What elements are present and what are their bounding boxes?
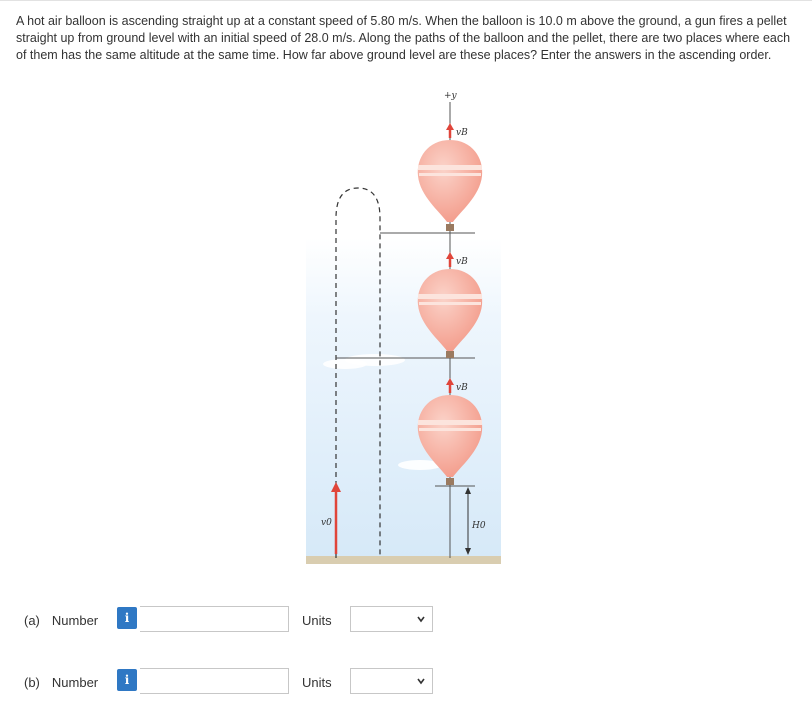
pellet-velocity-label: v0 bbox=[321, 518, 332, 528]
part-label bbox=[24, 613, 98, 628]
units-select-a[interactable] bbox=[350, 606, 433, 632]
balloon-icon bbox=[418, 140, 482, 231]
number-label: Number bbox=[51, 675, 99, 690]
info-icon[interactable]: i bbox=[117, 669, 137, 691]
height-label: H0 bbox=[472, 521, 486, 531]
balloon-velocity-label: vB bbox=[456, 257, 468, 267]
chevron-down-icon bbox=[416, 613, 426, 625]
part-index: (a) bbox=[24, 613, 40, 628]
balloon-velocity-label: vB bbox=[456, 383, 468, 393]
units-select-b[interactable] bbox=[350, 668, 433, 694]
balloon-velocity-label: vB bbox=[456, 128, 468, 138]
answer-row-b bbox=[0, 665, 812, 705]
cloud bbox=[345, 354, 405, 366]
top-border bbox=[0, 0, 812, 1]
question-text: A hot air balloon is ascending straight up at a constant speed of 5.80 m/s. When the balloon is 10.0 m above the ground, a gun fires a pellet straight up from ground level with an initial speed of 28.0 m/s. Along the paths of the balloon and the pellet, there are two places where each of them has the same altitude at the same time. How far above ground level are these places? Enter the answers in the ascending order. bbox=[16, 14, 791, 62]
part-label bbox=[24, 675, 98, 690]
arrow-up-icon bbox=[446, 123, 454, 130]
chevron-down-icon bbox=[416, 675, 426, 687]
number-input-b[interactable] bbox=[140, 668, 289, 694]
balloon-figure bbox=[300, 88, 505, 570]
answer-row-a bbox=[0, 603, 812, 643]
number-input-a[interactable] bbox=[140, 606, 289, 632]
balloon-diagram bbox=[300, 88, 505, 570]
part-index: (b) bbox=[24, 675, 40, 690]
y-axis-label: +y bbox=[444, 91, 457, 101]
info-icon[interactable]: i bbox=[117, 607, 137, 629]
number-label: Number bbox=[51, 613, 99, 628]
units-label: Units bbox=[302, 613, 332, 628]
ground bbox=[306, 556, 501, 564]
units-label: Units bbox=[302, 675, 332, 690]
